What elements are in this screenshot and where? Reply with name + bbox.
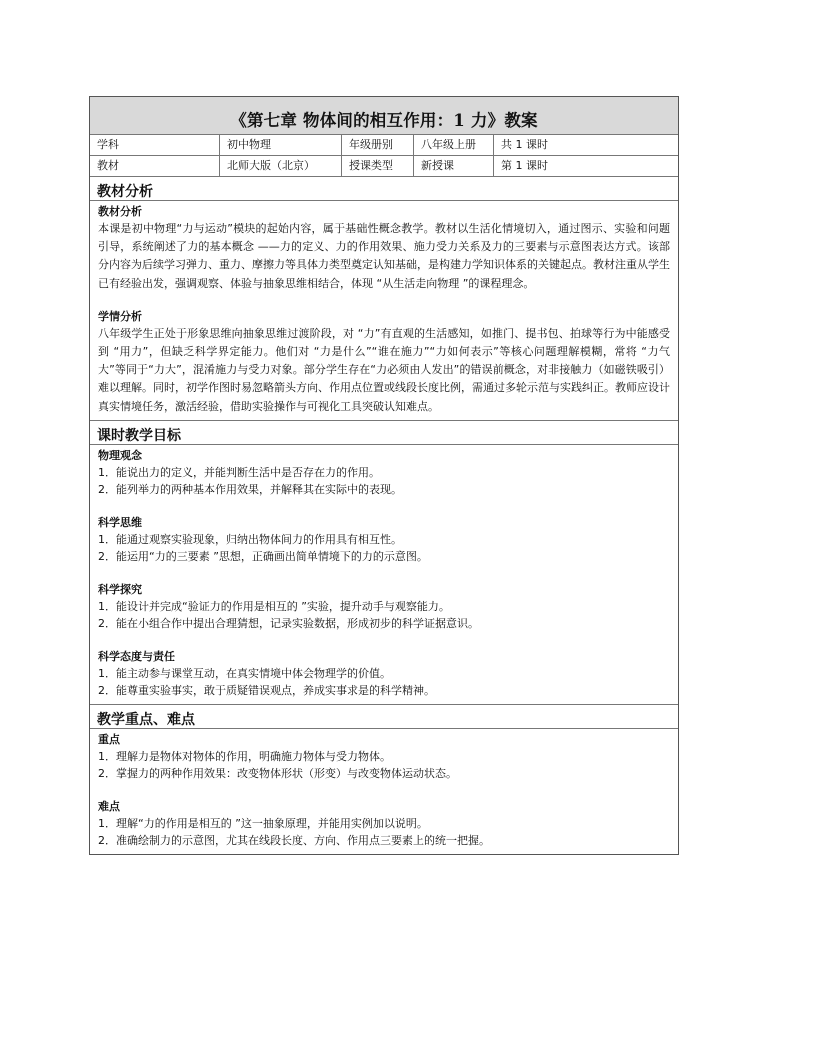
info-cell: 共 1 课时 xyxy=(501,138,548,151)
goal-item: 2．能列举力的两种基本作用效果，并解释其在实际中的表现。 xyxy=(98,483,402,497)
info-cell: 教材 xyxy=(90,156,220,176)
lesson-plan-document xyxy=(89,96,679,855)
goal-item: 1．能主动参与课堂互动，在真实情境中体会物理学的价值。 xyxy=(98,666,391,680)
subheading-student-analysis: 学情分析 xyxy=(98,309,142,323)
document-title: 《第七章 物体间的相互作用：1 力》教案 xyxy=(90,97,678,135)
goal-item: 2．能尊重实验事实，敢于质疑错误观点，养成实事求是的科学精神。 xyxy=(98,684,435,698)
goal-item: 1．能通过观察实验现象，归纳出物体间力的作用具有相互性。 xyxy=(98,532,402,546)
subheading-textbook-analysis: 教材分析 xyxy=(98,205,142,218)
info-cell: 学科 xyxy=(90,135,220,155)
keypoint-item: 1．理解“力的作用是相互的 ”这一抽象原理，并能用实例加以说明。 xyxy=(98,816,428,830)
goal-group-title: 科学探究 xyxy=(98,582,142,596)
goal-item: 2．能在小组合作中提出合理猜想，记录实验数据，形成初步的科学证据意识。 xyxy=(98,617,479,631)
goal-item: 2．能运用“力的三要素 ”思想，正确画出简单情境下的力的示意图。 xyxy=(98,550,428,564)
goal-group-title: 科学态度与责任 xyxy=(98,649,175,663)
info-cell: 年级册别 xyxy=(342,135,414,155)
section-body-analysis xyxy=(90,201,678,421)
info-row-textbook xyxy=(90,156,678,177)
keypoint-item: 2．掌握力的两种作用效果：改变物体形状（形变）与改变物体运动状态。 xyxy=(98,767,457,781)
info-cell: 授课类型 xyxy=(342,156,414,176)
section-heading-goals: 课时教学目标 xyxy=(90,421,678,445)
keypoint-item: 1．理解力是物体对物体的作用，明确施力物体与受力物体。 xyxy=(98,749,391,763)
keypoint-group-title: 重点 xyxy=(98,732,120,746)
info-row-subject xyxy=(90,135,678,156)
info-cell: 八年级上册 xyxy=(414,135,494,155)
info-cell: 新授课 xyxy=(414,156,494,176)
textbook-analysis-text: 本课是初中物理“力与运动”模块的起始内容，属于基础性概念教学。教材以生活化情境切入，通过图示、实验和问题引导，系统阐述了力的基本概念 ——力的定义、力的作用效果、施力受力关系及力的三要素与示意图表达方式。该部分内容为后续学习弹力、重力、摩擦力等具体力类型奠定认知基础，是构建力学知识体系的关键起点。教材注重从学生已有经验出发，强调观察、体验与抽象思维相结合，体现 “从生活走向物理 ”的课程理念。 xyxy=(98,222,670,290)
section-heading-analysis: 教材分析 xyxy=(90,177,678,201)
goal-item: 1．能设计并完成“验证力的作用是相互的 ”实验，提升动手与观察能力。 xyxy=(98,599,450,613)
goal-group-title: 科学思维 xyxy=(98,515,142,529)
goal-item: 1．能说出力的定义，并能判断生活中是否存在力的作用。 xyxy=(98,465,380,479)
section-body-goals xyxy=(90,445,678,705)
keypoint-group-title: 难点 xyxy=(98,799,120,813)
info-cell: 北师大版（北京） xyxy=(220,156,342,176)
keypoint-item: 2．准确绘制力的示意图，尤其在线段长度、方向、作用点三要素上的统一把握。 xyxy=(98,834,490,848)
goal-group-title: 物理观念 xyxy=(98,448,142,462)
section-body-keypoints xyxy=(90,729,678,854)
student-analysis-text: 八年级学生正处于形象思维向抽象思维过渡阶段，对 “力”有直观的生活感知，如推门、提书包、拍球等行为中能感受到 “用力”，但缺乏科学界定能力。他们对 “力是什么”“谁在施力”“力如何表示”等核心问题理解模糊，常将 “力气大”等同于“力大”，混淆施力与受力对象。部分学生存在“力必须由人发出”的错误前概念，对非接触力（如磁铁吸引）难以理解。同时，初学作图时易忽略箭头方向、作用点位置或线段长度比例，需通过多轮示范与实践纠正。教师应设计真实情境任务，激活经验，借助实验操作与可视化工具突破认知难点。 xyxy=(98,326,670,413)
info-cell: 初中物理 xyxy=(220,135,342,155)
section-heading-keypoints: 教学重点、难点 xyxy=(90,705,678,729)
info-cell: 第 1 课时 xyxy=(501,159,548,172)
